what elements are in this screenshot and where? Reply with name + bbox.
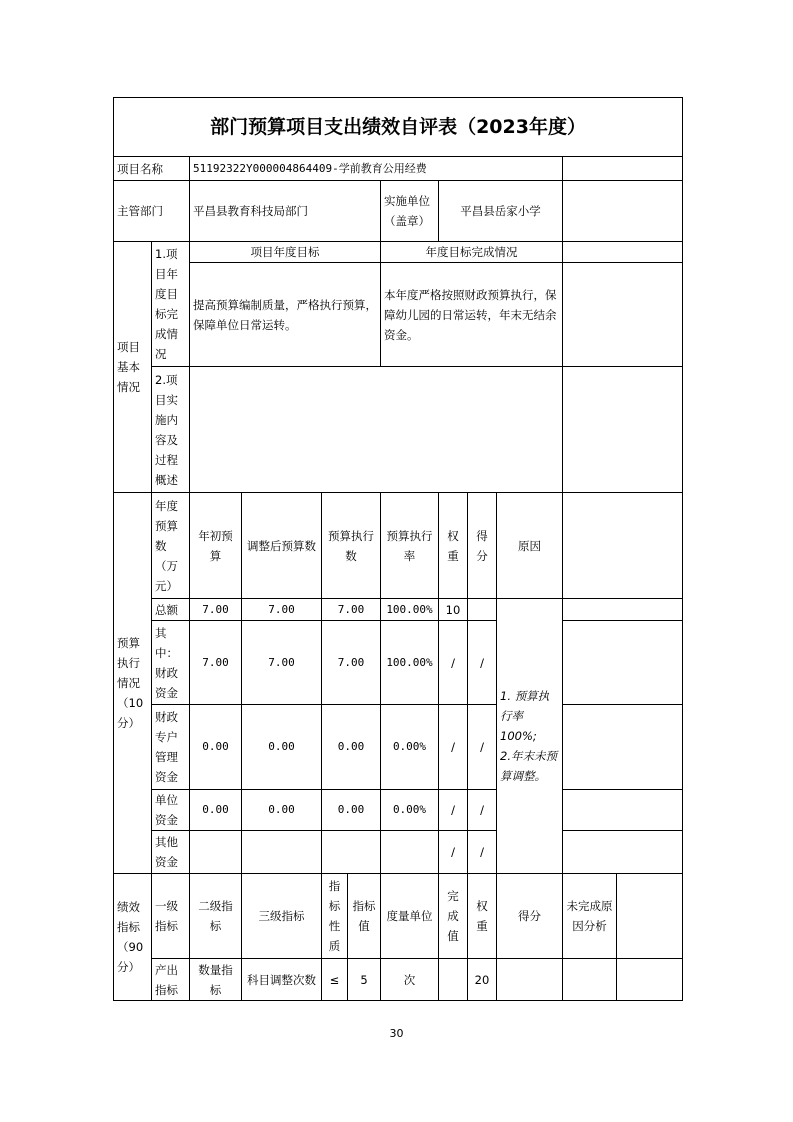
dept-value: 平昌县教育科技局部门 [190,181,381,242]
adjusted [242,831,322,874]
level2: 数量指标 [190,959,242,1001]
project-name: 51192322Y000004864409-学前教育公用经费 [190,157,563,181]
weight: / [439,621,468,705]
budget-row [114,831,683,874]
project-name-label: 项目名称 [114,157,190,181]
level3: 科目调整次数 [242,959,322,1001]
budget-row [114,599,683,621]
budget-header: 调整后预算数 [242,493,322,599]
dept-label: 主管部门 [114,181,190,242]
weight: 10 [439,599,468,621]
done [439,959,468,1001]
score [468,599,497,621]
goal-section-label: 1.项目年度目标完成情况 [152,242,190,367]
perf-header: 指标性质 [322,874,348,959]
perf-header: 指标值 [348,874,381,959]
perf-header: 完成值 [439,874,468,959]
perf-row [114,959,683,1001]
perf-header: 二级指标 [190,874,242,959]
row-name: 财政专户管理资金 [152,705,190,790]
impl-section-label: 2.项目实施内容及过程概述 [152,367,190,493]
adjusted: 0.00 [242,790,322,831]
budget-row [114,705,683,790]
empty-cell [617,959,683,1001]
reason-text-content: 1. 预算执行率100%; 2.年末未预算调整。 [500,689,557,783]
nature: ≤ [322,959,348,1001]
empty-cell [563,831,683,874]
empty-cell [563,621,683,705]
executed [322,831,381,874]
row-name: 其中：财政资金 [152,621,190,705]
perf-header: 三级指标 [242,874,322,959]
budget-header: 预算执行数 [322,493,381,599]
budget-header: 原因 [497,493,563,599]
empty-cell [563,242,683,263]
budget-label: 预算执行情况（10分） [114,493,152,874]
rate: 0.00% [381,705,439,790]
reason [563,959,617,1001]
impl-value: 平昌县岳家小学 [439,181,563,242]
score: / [468,705,497,790]
perf-header: 得分 [497,874,563,959]
initial [190,831,242,874]
score: / [468,621,497,705]
executed: 0.00 [322,790,381,831]
page-number: 30 [389,1027,404,1040]
reason-text [497,599,563,874]
perf-header: 度量单位 [381,874,439,959]
empty-cell [563,599,683,621]
empty-cell [617,874,683,959]
executed: 7.00 [322,599,381,621]
initial: 0.00 [190,790,242,831]
row-name: 总额 [152,599,190,621]
rate: 100.00% [381,599,439,621]
initial: 7.00 [190,621,242,705]
weight: / [439,831,468,874]
empty-cell [563,705,683,790]
empty-cell [563,790,683,831]
weight: 20 [468,959,497,1001]
budget-header: 权重 [439,493,468,599]
perf-label: 绩效指标（90分） [114,874,152,1001]
rate [381,831,439,874]
impl-label: 实施单位（盖章） [381,181,439,242]
completion-text: 本年度严格按照财政预算执行，保障幼儿园的日常运转，年末无结余资金。 [381,263,563,367]
budget-header: 年初预算 [190,493,242,599]
budget-header: 年度预算数（万元） [152,493,190,599]
perf-header: 权重 [468,874,497,959]
rate: 0.00% [381,790,439,831]
empty-cell [563,367,683,493]
budget-header: 预算执行率 [381,493,439,599]
empty-cell [563,181,683,242]
basic-label: 项目基本情况 [114,242,152,493]
completion-header: 年度目标完成情况 [381,242,563,263]
budget-row [114,621,683,705]
self-evaluation-table [113,97,683,1001]
adjusted: 7.00 [242,621,322,705]
value: 5 [348,959,381,1001]
weight: / [439,705,468,790]
rate: 100.00% [381,621,439,705]
score [497,959,563,1001]
budget-header: 得分 [468,493,497,599]
perf-header: 一级指标 [152,874,190,959]
row-name: 其他资金 [152,831,190,874]
goal-header: 项目年度目标 [190,242,381,263]
impl-content [190,367,563,493]
budget-row [114,790,683,831]
level1: 产出指标 [152,959,190,1001]
initial: 0.00 [190,705,242,790]
perf-header: 未完成原因分析 [563,874,617,959]
score: / [468,831,497,874]
adjusted: 0.00 [242,705,322,790]
score: / [468,790,497,831]
page-title: 部门预算项目支出绩效自评表（2023年度） [114,98,683,157]
empty-cell [563,157,683,181]
empty-cell [563,493,683,599]
executed: 7.00 [322,621,381,705]
adjusted: 7.00 [242,599,322,621]
empty-cell [563,263,683,367]
weight: / [439,790,468,831]
goal-text: 提高预算编制质量，严格执行预算，保障单位日常运转。 [190,263,381,367]
executed: 0.00 [322,705,381,790]
unit: 次 [381,959,439,1001]
initial: 7.00 [190,599,242,621]
row-name: 单位资金 [152,790,190,831]
